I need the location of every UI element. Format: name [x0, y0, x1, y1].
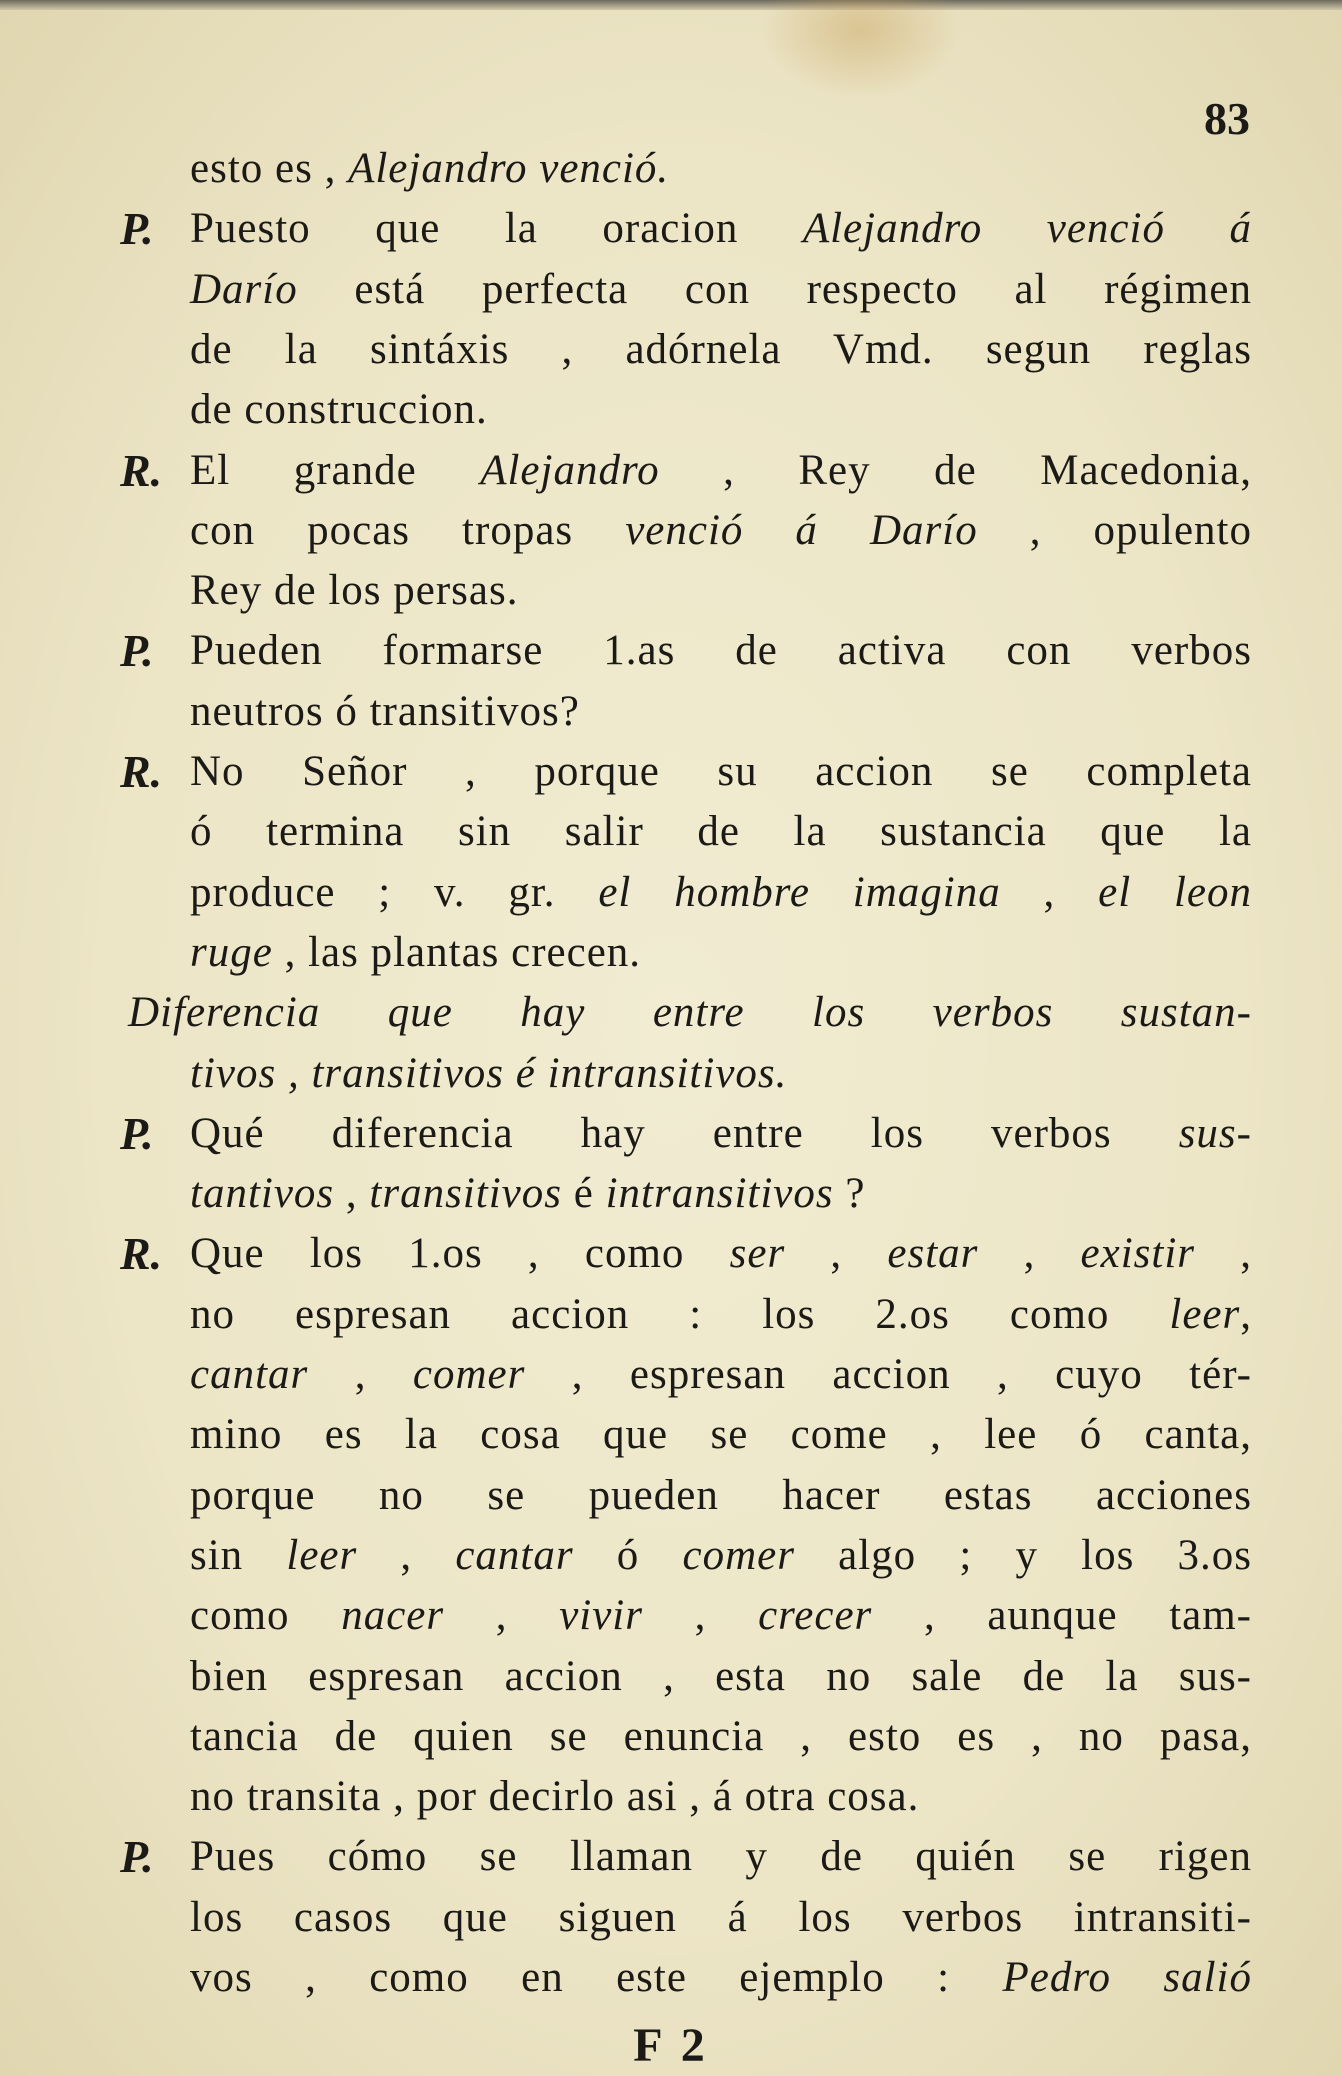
text-line	[190, 1405, 1252, 1465]
italic-text: sus-	[1178, 1109, 1252, 1157]
text: vos , como en este ejemplo :	[190, 1954, 1003, 2001]
text-line	[190, 863, 1252, 923]
text: Qué diferencia hay entre los verbos	[190, 1109, 1179, 1157]
text-line	[190, 1647, 1252, 1707]
text: , espresan accion , cuyo tér-	[525, 1351, 1252, 1398]
text: esto es ,	[190, 145, 349, 192]
text: El grande	[190, 446, 481, 494]
text: Puesto que la oracion	[190, 205, 803, 253]
italic-text: Alejandro venció á	[802, 205, 1252, 253]
text: ,	[643, 1592, 759, 1640]
text: , las plantas crecen.	[272, 928, 642, 976]
page-number: 83	[1204, 93, 1250, 144]
text: de la sintáxis , adórnela Vmd. segun reglas	[190, 325, 1252, 373]
text: ,	[1240, 1290, 1252, 1338]
text: ,	[785, 1230, 888, 1278]
italic-text: comer	[412, 1351, 526, 1398]
text-line	[190, 1466, 1252, 1526]
italic-text: transitivos	[369, 1170, 562, 1218]
text: sin	[190, 1531, 287, 1579]
text-line	[190, 1345, 1252, 1405]
text-line	[190, 621, 1252, 681]
italic-text: ruge	[190, 928, 273, 976]
text: está perfecta con respecto al régimen	[297, 265, 1252, 313]
text: de construccion.	[190, 386, 488, 434]
text: porque no se pueden hacer estas acciones	[190, 1471, 1252, 1519]
text: ,	[978, 1230, 1081, 1278]
text-line	[190, 199, 1252, 259]
text-line	[190, 1285, 1252, 1345]
question-marker: P.	[120, 1831, 154, 1883]
text-line	[190, 501, 1252, 561]
answer-marker: R.	[120, 444, 163, 496]
italic-text: vivir	[559, 1592, 643, 1640]
answer-marker: R.	[120, 1228, 163, 1280]
text-line	[190, 441, 1252, 501]
text-line	[190, 1586, 1252, 1646]
text: algo ; y los 3.os	[794, 1531, 1252, 1579]
text: , Rey de Macedonia,	[659, 446, 1253, 494]
text: no transita , por decirlo asi , á otra cosa.	[190, 1773, 920, 1821]
italic-text: existir	[1080, 1230, 1196, 1278]
italic-text: nacer	[341, 1592, 445, 1640]
question-marker: P.	[120, 1107, 154, 1159]
text-line	[190, 1707, 1252, 1767]
italic-text: venció á Darío	[625, 506, 978, 554]
italic-text: comer	[682, 1531, 795, 1579]
text: ,	[334, 1170, 370, 1218]
text: é	[562, 1170, 606, 1218]
text: Que los 1.os , como	[190, 1230, 730, 1278]
page-top-edge	[0, 0, 1342, 10]
text: no espresan accion : los 2.os como	[190, 1290, 1170, 1338]
text: ,	[357, 1531, 456, 1579]
text: los casos que siguen á los verbos intransiti-	[190, 1893, 1252, 1941]
text: Rey de los persas.	[190, 567, 519, 615]
text-line	[190, 742, 1252, 802]
text-line	[190, 1044, 1252, 1104]
italic-text: el leon	[1098, 868, 1252, 916]
text: , aunque tam-	[872, 1592, 1252, 1640]
text-line	[190, 682, 1252, 742]
text: No Señor , porque su accion se completa	[190, 748, 1252, 795]
text: bien espresan accion , esta no sale de la sus-	[190, 1652, 1252, 1700]
italic-text: tivos , transitivos é intransitivos.	[190, 1049, 788, 1097]
italic-text: tantivos	[190, 1170, 335, 1218]
text-line	[190, 1827, 1252, 1887]
text-line	[190, 320, 1252, 380]
text: con pocas tropas	[190, 506, 626, 554]
text: ó	[573, 1531, 683, 1579]
italic-text: leer	[286, 1531, 358, 1579]
text: como	[190, 1592, 342, 1640]
italic-text: el hombre imagina	[598, 868, 1001, 916]
italic-text: Alejandro	[480, 446, 660, 494]
italic-text: Diferencia que hay entre los verbos sustan-	[128, 989, 1252, 1037]
text-line	[190, 1888, 1252, 1948]
signature-mark: F 2	[633, 2019, 709, 2072]
text: neutros ó transitivos?	[190, 687, 580, 735]
text-line	[190, 1164, 1252, 1224]
italic-text: Darío	[190, 265, 298, 313]
text-line	[190, 923, 1252, 983]
text: mino es la cosa que se come , lee ó canta,	[190, 1411, 1252, 1459]
text-line	[190, 1526, 1252, 1586]
text: Pues cómo se llaman y de quién se rigen	[190, 1833, 1252, 1881]
text: ,	[444, 1592, 560, 1640]
section-heading-line	[128, 983, 1252, 1043]
text: ,	[308, 1351, 413, 1398]
italic-text: ser	[729, 1230, 786, 1278]
text-line	[190, 802, 1252, 862]
text: ó termina sin salir de la sustancia que la	[190, 808, 1252, 856]
text: tancia de quien se enuncia , esto es , no pasa,	[190, 1712, 1252, 1760]
question-marker: P.	[120, 203, 154, 255]
text: ?	[833, 1170, 866, 1218]
text-line	[190, 1104, 1252, 1164]
text-line	[190, 260, 1252, 320]
italic-text: Pedro salió	[1002, 1954, 1252, 2001]
text: , opulento	[977, 506, 1253, 554]
answer-marker: R.	[120, 746, 163, 797]
italic-text: Alejandro venció.	[348, 145, 670, 192]
question-marker: P.	[120, 625, 154, 677]
text-line	[190, 380, 1252, 440]
italic-text: cantar	[455, 1531, 574, 1579]
text: produce ; v. gr.	[190, 868, 599, 916]
italic-text: leer	[1169, 1290, 1241, 1338]
text: ,	[1000, 868, 1099, 916]
text-line	[190, 1224, 1252, 1284]
italic-text: crecer	[758, 1592, 873, 1640]
text-line	[190, 561, 1252, 621]
text-line	[190, 139, 1252, 199]
italic-text: intransitivos	[605, 1170, 834, 1218]
italic-text: cantar	[190, 1351, 309, 1398]
text: ,	[1195, 1230, 1252, 1278]
text-line	[190, 1948, 1252, 2008]
paper-stain	[760, 0, 960, 100]
text-line	[190, 1767, 1252, 1827]
text: Pueden formarse 1.as de activa con verbos	[190, 627, 1252, 675]
italic-text: estar	[887, 1230, 979, 1278]
